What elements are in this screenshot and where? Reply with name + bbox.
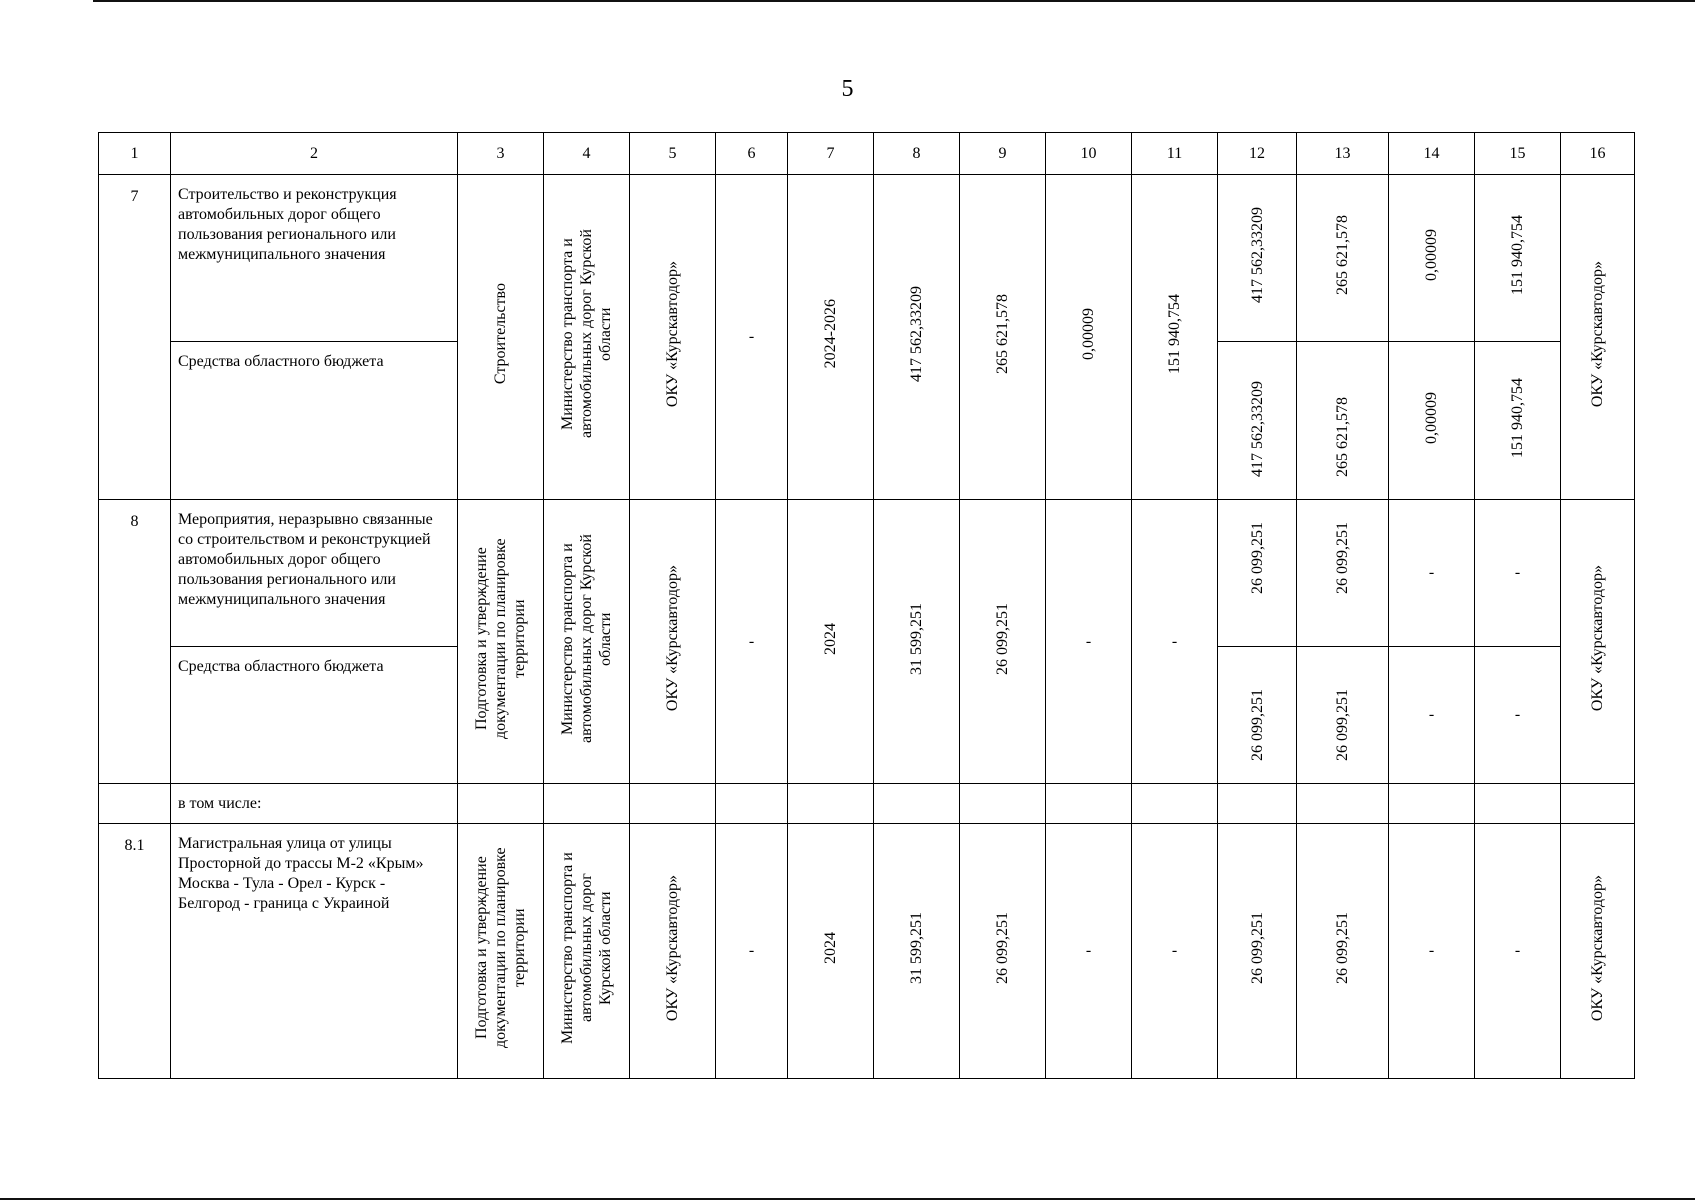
value: 26 099,251: [994, 602, 1011, 675]
column-number: 5: [630, 133, 716, 175]
value-cell: -: [1475, 647, 1561, 784]
executor: ОКУ «Курскавтодор»: [1589, 874, 1606, 1022]
value: 417 562,33209: [908, 286, 925, 382]
value-cell: [874, 500, 960, 784]
value: 0,00009: [1423, 391, 1440, 444]
value: 26 099,251: [1248, 522, 1266, 594]
value: 26 099,251: [1334, 912, 1351, 984]
value-cell: [1218, 500, 1297, 647]
value: 417 562,33209: [1248, 207, 1266, 303]
column-number: 7: [788, 133, 874, 175]
period: 2024-2026: [822, 299, 839, 369]
column-number: 9: [960, 133, 1046, 175]
value-cell: [874, 824, 960, 1079]
work-type: Подготовка и утверждение документации по планировке территории: [473, 847, 528, 1049]
value-cell: [1475, 175, 1561, 342]
executor-cell: [1561, 824, 1635, 1079]
value: 31 599,251: [908, 912, 925, 984]
value-cell: -: [1389, 500, 1475, 647]
executor: ОКУ «Курскавтодор»: [1589, 260, 1606, 408]
customer-cell: [544, 175, 630, 500]
value-cell: [1297, 824, 1389, 1079]
value: 0,00009: [1080, 308, 1097, 360]
developer-cell: [630, 175, 716, 500]
value-cell: -: [716, 175, 788, 500]
activity-name: Магистральная улица от улицы Просторной до трассы М-2 «Крым» Москва - Тула - Орел - Курск - Белгород - граница с Украиной: [171, 824, 458, 1079]
value: 265 621,578: [1334, 215, 1351, 295]
customer: Министерство транспорта и автомобильных дорог Курской области: [559, 534, 614, 743]
period-cell: [788, 500, 874, 784]
table-row-8: [99, 500, 1635, 647]
value-cell: [1297, 500, 1389, 647]
value: 31 599,251: [908, 602, 925, 675]
value-cell: [1132, 175, 1218, 500]
column-number: 8: [874, 133, 960, 175]
value-cell: [1475, 342, 1561, 500]
value-cell: -: [716, 500, 788, 784]
column-number: 10: [1046, 133, 1132, 175]
developer: ОКУ «Курскавтодор»: [664, 260, 681, 408]
value-cell: -: [1132, 824, 1218, 1079]
value: 26 099,251: [1248, 689, 1266, 761]
work-type-cell: [458, 500, 544, 784]
value-cell: -: [1132, 500, 1218, 784]
customer: Министерство транспорта и автомобильных дорог Курской области: [559, 852, 614, 1044]
value-cell: [1218, 647, 1297, 784]
developer: ОКУ «Курскавтодор»: [664, 565, 681, 712]
executor-cell: [1561, 500, 1635, 784]
value: 151 940,754: [1509, 215, 1526, 295]
work-type: Строительство: [492, 283, 509, 385]
top-rule: [93, 0, 1695, 2]
column-number: 11: [1132, 133, 1218, 175]
customer-cell: [544, 824, 630, 1079]
work-type: Подготовка и утверждение документации по планировке территории: [473, 538, 528, 739]
value: 26 099,251: [1334, 522, 1351, 594]
executor-cell: [1561, 175, 1635, 500]
value-cell: [960, 824, 1046, 1079]
column-number: 16: [1561, 133, 1635, 175]
value: 151 940,754: [1509, 377, 1526, 458]
work-type-cell: [458, 824, 544, 1079]
value: 417 562,33209: [1248, 381, 1266, 477]
page-number: 5: [841, 76, 854, 102]
value-cell: [1389, 175, 1475, 342]
column-number: 2: [171, 133, 458, 175]
value-cell: [1297, 175, 1389, 342]
table-row-7: [99, 175, 1635, 342]
table-row-including: [99, 784, 1635, 824]
value: 265 621,578: [1334, 397, 1351, 477]
value: 265 621,578: [994, 294, 1011, 374]
column-number: 4: [544, 133, 630, 175]
value: 26 099,251: [1248, 912, 1266, 984]
value-cell: -: [1389, 824, 1475, 1079]
developer-cell: [630, 824, 716, 1079]
row-number: 8.1: [99, 824, 171, 1079]
table-row-8-1: [99, 824, 1635, 1079]
column-number: 3: [458, 133, 544, 175]
column-number: 12: [1218, 133, 1297, 175]
value: 26 099,251: [994, 912, 1011, 984]
column-number-row: [99, 133, 1635, 175]
period: 2024: [822, 622, 839, 655]
value-cell: [1297, 342, 1389, 500]
value: 0,00009: [1423, 229, 1440, 281]
value-cell: [1297, 647, 1389, 784]
period-cell: [788, 824, 874, 1079]
developer-cell: [630, 500, 716, 784]
value: 26 099,251: [1334, 689, 1351, 761]
column-number: 15: [1475, 133, 1561, 175]
value-cell: [1218, 824, 1297, 1079]
value-cell: -: [1046, 824, 1132, 1079]
executor: ОКУ «Курскавтодор»: [1589, 565, 1606, 712]
column-number: 6: [716, 133, 788, 175]
value-cell: [1218, 175, 1297, 342]
value-cell: -: [1475, 500, 1561, 647]
row-number: 7: [99, 175, 171, 500]
value-cell: [1389, 342, 1475, 500]
column-number: 13: [1297, 133, 1389, 175]
value-cell: [1046, 175, 1132, 500]
program-table: [98, 132, 1635, 1079]
value-cell: [960, 500, 1046, 784]
value-cell: [960, 175, 1046, 500]
value-cell: [1218, 342, 1297, 500]
column-number: 1: [99, 133, 171, 175]
work-type-cell: [458, 175, 544, 500]
period: 2024: [822, 932, 839, 964]
value-cell: -: [1389, 647, 1475, 784]
customer-cell: [544, 500, 630, 784]
including-label: в том числе:: [171, 784, 458, 824]
column-number: 14: [1389, 133, 1475, 175]
funding-source: Средства областного бюджета: [171, 647, 458, 784]
value-cell: -: [716, 824, 788, 1079]
activity-name: Мероприятия, неразрывно связанные со строительством и реконструкцией автомобильных дорог общего пользования регионального или межмуниципального значения: [171, 500, 458, 647]
value-cell: -: [1046, 500, 1132, 784]
period-cell: [788, 175, 874, 500]
activity-name: Строительство и реконструкция автомобильных дорог общего пользования регионального или межмуниципального значения: [171, 175, 458, 342]
value-cell: [874, 175, 960, 500]
customer: Министерство транспорта и автомобильных дорог Курской области: [559, 229, 614, 439]
funding-source: Средства областного бюджета: [171, 342, 458, 500]
value: 151 940,754: [1166, 294, 1183, 374]
developer: ОКУ «Курскавтодор»: [664, 874, 681, 1022]
row-number: 8: [99, 500, 171, 784]
value-cell: -: [1475, 824, 1561, 1079]
